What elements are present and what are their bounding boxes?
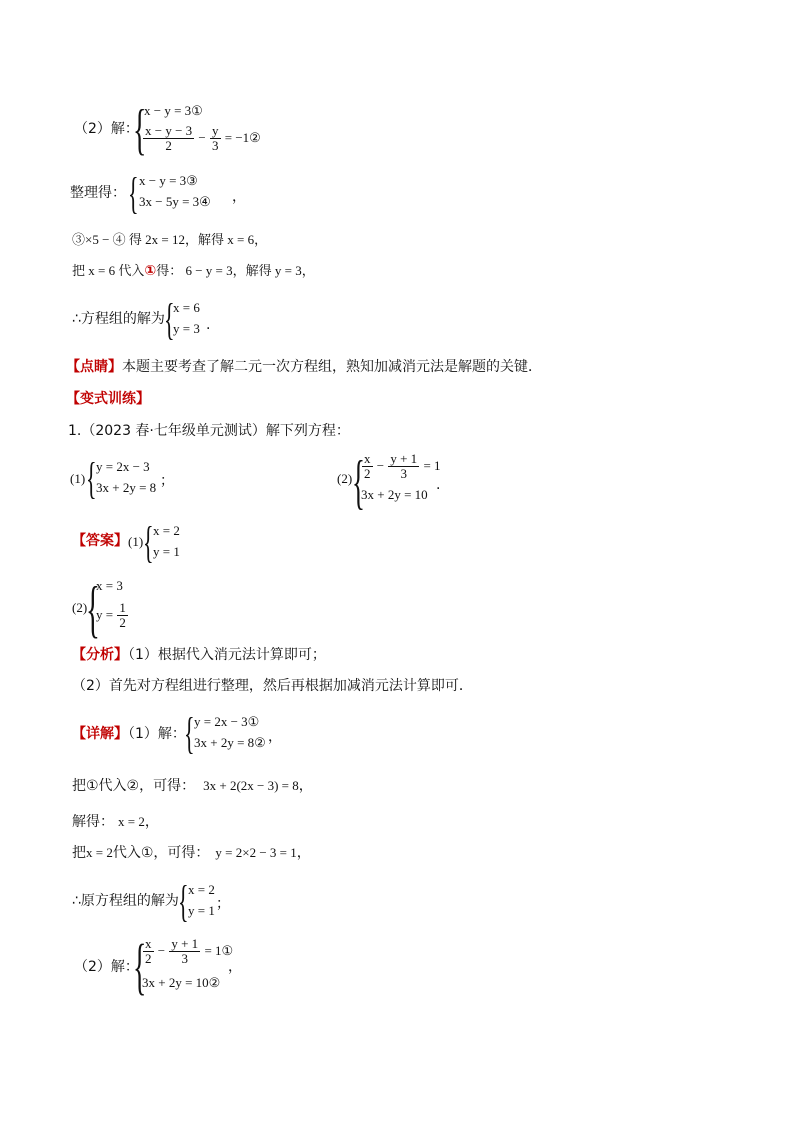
brace-icon: { (133, 99, 147, 161)
brace-icon: { (133, 933, 147, 1001)
problem-1-eq2: 3x + 2y = 8 (96, 480, 157, 495)
simplify-tail: ， (232, 189, 246, 205)
step-substitute: 把 x = 6 代入①得： 6 − y = 3，解得 y = 3， (72, 263, 315, 279)
part2-eq1: x − y = 3① (144, 103, 203, 118)
detail-part-2-label: （2）解： (74, 959, 139, 975)
detail-eq1: y = 2x − 3① (194, 714, 260, 729)
analysis-line-1: 【分析】（1）根据代入消元法计算即可； (72, 647, 326, 663)
simplify-eq1: x − y = 3③ (139, 173, 198, 188)
detail-part-2-eq2: 3x + 2y = 10② (142, 975, 221, 990)
detail-part-2-eq1: $\frac{x}{2}$ − $\frac{y + 1}{3}$ = 1① (145, 936, 234, 967)
detail-solution-eq1: x = 2 (188, 882, 215, 897)
brace-icon: { (128, 169, 139, 218)
problem-1-label: (1) (70, 471, 86, 486)
comment-text: 本题主要考查了解二元一次方程组，熟知加减消元法是解题的关键． (122, 359, 542, 375)
solution-a-label: ∴方程组的解为 (72, 311, 165, 327)
answer-1-label: (1) (128, 534, 144, 549)
comment-tag: 【点睛】 (66, 359, 122, 375)
part2-eq2: $\frac{x - y - 3}{2}$ − $\frac{y}{3}$ = −1② (145, 123, 261, 154)
brace-icon: { (86, 454, 97, 503)
answer-1-eq1: x = 2 (153, 523, 180, 538)
variant-question: 1.（2023 春·七年级单元测试）解下列方程： (68, 423, 350, 439)
brace-icon: { (178, 877, 189, 926)
answer-2-label: (2) (72, 600, 88, 615)
problem-2-eq1: $\frac{x}{2}$ − $\frac{y + 1}{3}$ = 1 (364, 451, 441, 482)
variant-heading: 【变式训练】 (66, 391, 150, 407)
comment (66, 360, 542, 374)
problem-2-tail: . (436, 477, 441, 493)
detail-solution-label: ∴原方程组的解为 (72, 893, 179, 909)
detail-tail: ， (268, 729, 282, 745)
detail-part-2-tail: ， (228, 959, 242, 975)
detail-back-substitute: 把x = 2代入①，可得： y = 2×2 − 3 = 1， (72, 845, 311, 861)
detail-tag: 【详解】 (72, 726, 128, 742)
solution-a-tail: . (206, 317, 211, 333)
detail-solution-eq2: y = 1 (188, 903, 215, 918)
problem-1-eq1: y = 2x − 3 (96, 459, 150, 474)
brace-icon: { (86, 573, 100, 644)
brace-icon: { (143, 518, 154, 567)
solution-a-eq2: y = 3 (173, 321, 200, 336)
answer-tag: 【答案】 (72, 533, 128, 549)
answer-2-eq1: x = 3 (96, 578, 123, 593)
brace-icon: { (164, 295, 175, 344)
solution-a-eq1: x = 6 (173, 300, 200, 315)
analysis-line-2: （2）首先对方程组进行整理，然后再根据加减消元法计算即可． (72, 678, 473, 694)
analysis-tag: 【分析】 (72, 647, 128, 663)
simplify-label: 整理得： (70, 185, 126, 201)
simplify-eq2: 3x − 5y = 3④ (139, 194, 211, 209)
answer-2-eq2: y = $\frac{1}{2}$ (96, 600, 126, 631)
detail-label: 【详解】（1）解： (72, 726, 186, 742)
problem-2-label: (2) (337, 471, 353, 486)
detail-substitute: 把①代入②，可得： 3x + 2(2x − 3) = 8， (72, 778, 313, 794)
detail-eq2: 3x + 2y = 8② (194, 735, 266, 750)
brace-icon: { (352, 449, 365, 515)
step-eliminate: ③×5 − ④ 得 2x = 12，解得 x = 6， (72, 232, 268, 247)
problem-1-tail: ； (160, 473, 174, 489)
detail-solve: 解得： x = 2， (72, 814, 159, 830)
part2-label: （2）解： (74, 121, 139, 137)
answer-1-eq2: y = 1 (153, 544, 180, 559)
detail-solution-tail: ； (216, 896, 230, 912)
problem-2-eq2: 3x + 2y = 10 (361, 487, 428, 502)
brace-icon: { (184, 709, 195, 758)
circled-one-icon: ① (144, 263, 157, 279)
